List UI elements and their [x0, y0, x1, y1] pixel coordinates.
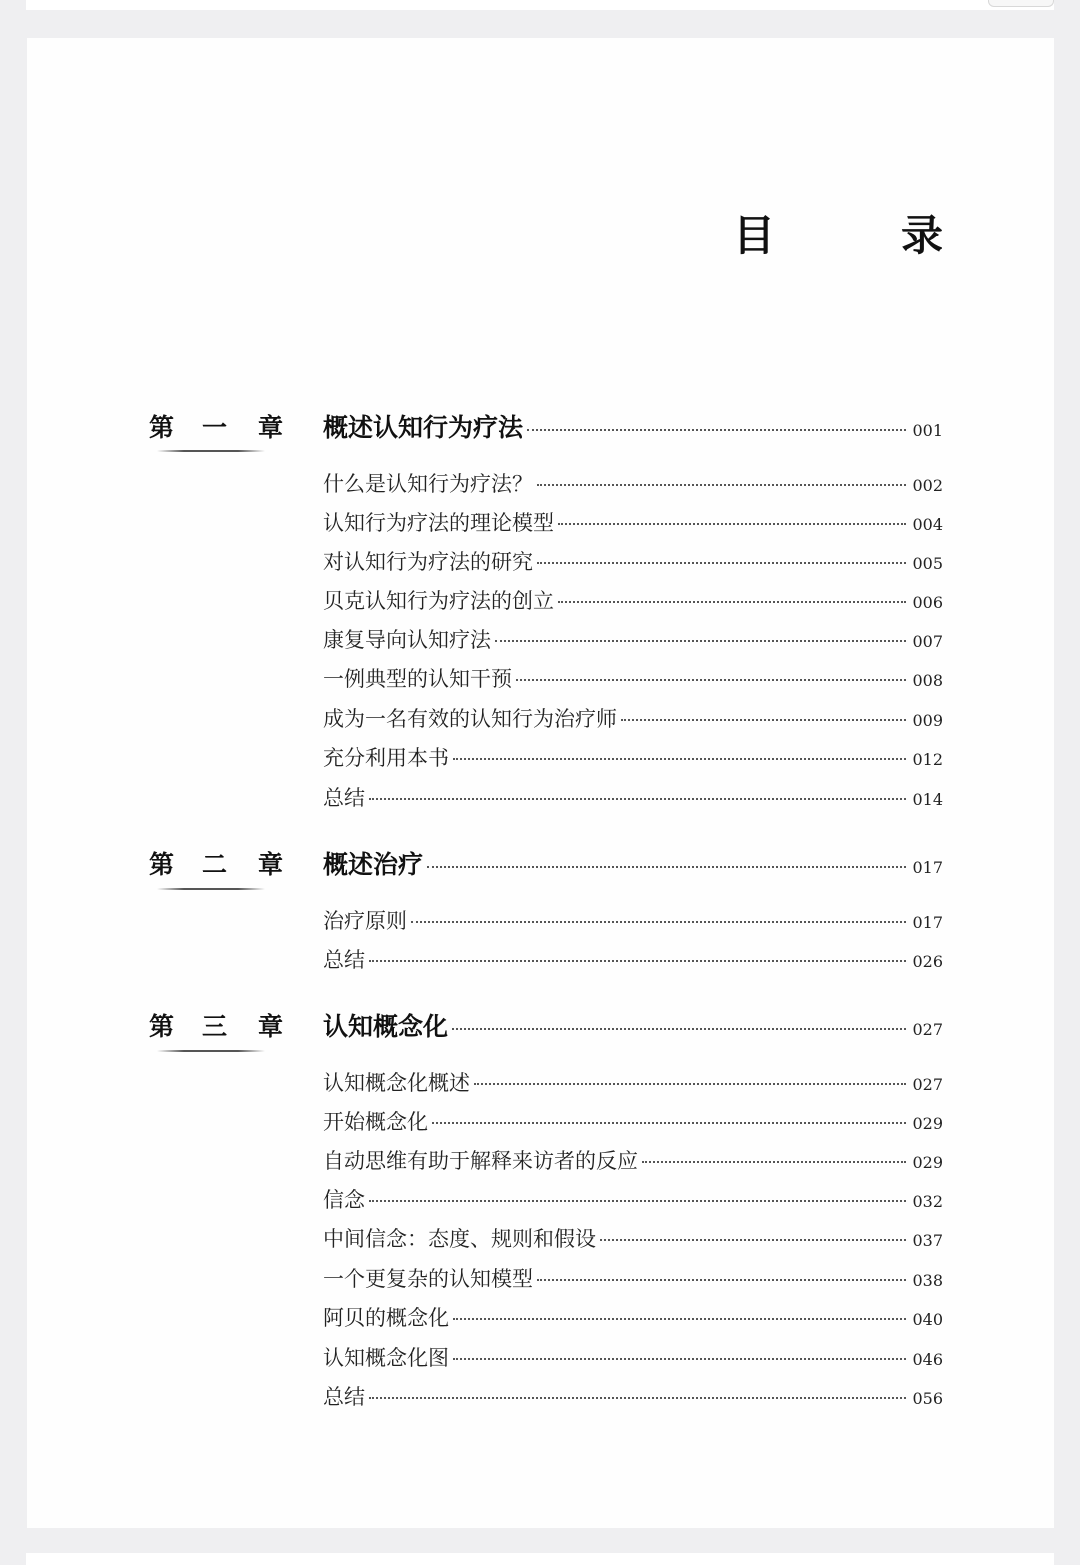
- entry-title: 总结: [323, 948, 365, 972]
- page-number: 029: [912, 1114, 943, 1133]
- toc-title-char-1: 目: [733, 211, 776, 260]
- toc-entry[interactable]: [323, 1106, 943, 1138]
- dot-leader: [369, 1397, 906, 1399]
- chapter-3-heading[interactable]: [323, 1011, 943, 1043]
- page-number: 026: [912, 952, 943, 971]
- entry-title: 中间信念：态度、规则和假设: [323, 1227, 596, 1251]
- dot-leader: [474, 1083, 906, 1085]
- chapter-label-char: 章: [257, 1012, 283, 1041]
- toc-entry[interactable]: [323, 1145, 943, 1177]
- chapter-label-char: 章: [257, 413, 283, 442]
- chapter-label-char: 三: [202, 1012, 228, 1041]
- toc-entry[interactable]: [323, 1381, 943, 1413]
- page-number: 008: [912, 671, 943, 690]
- toc-entry[interactable]: [323, 468, 943, 500]
- dot-leader: [537, 562, 906, 564]
- toc-entry[interactable]: [323, 1342, 943, 1374]
- toc-title: [733, 206, 943, 266]
- chapter-1-underline: [157, 450, 265, 452]
- entry-title: 治疗原则: [323, 909, 407, 933]
- entry-title: 自动思维有助于解释来访者的反应: [323, 1149, 638, 1173]
- toc-entry[interactable]: [323, 905, 943, 937]
- toc-entry[interactable]: [323, 782, 943, 814]
- toc-entry[interactable]: [323, 507, 943, 539]
- dot-leader: [495, 640, 906, 642]
- page-number: 027: [912, 1075, 943, 1094]
- page-number: 027: [912, 1020, 943, 1039]
- toc-entry[interactable]: [323, 1302, 943, 1334]
- chapter-label-char: 章: [257, 850, 283, 879]
- page-number: 002: [912, 476, 943, 495]
- entry-title: 一例典型的认知干预: [323, 667, 512, 691]
- chapter-2-underline: [157, 888, 265, 890]
- chapter-label-char: 二: [202, 850, 228, 879]
- entry-title: 开始概念化: [323, 1110, 428, 1134]
- dot-leader: [516, 679, 906, 681]
- page-number: 009: [912, 711, 943, 730]
- page-number: 001: [912, 421, 943, 440]
- page-number: 037: [912, 1231, 943, 1250]
- entry-title: 信念: [323, 1188, 365, 1212]
- toc-entry[interactable]: [323, 742, 943, 774]
- previous-page-edge: [26, 0, 1054, 10]
- toc-entry[interactable]: [323, 1223, 943, 1255]
- chapter-1-heading[interactable]: [323, 412, 943, 444]
- entry-title: 一个更复杂的认知模型: [323, 1267, 533, 1291]
- dot-leader: [642, 1161, 906, 1163]
- dot-leader: [537, 1279, 906, 1281]
- entry-title: 概述治疗: [323, 850, 424, 879]
- dot-leader: [411, 921, 906, 923]
- entry-title: 概述认知行为疗法: [323, 413, 524, 442]
- dot-leader: [369, 1200, 906, 1202]
- page-number: 012: [912, 750, 943, 769]
- page-number: 005: [912, 554, 943, 573]
- entry-title: 认知概念化图: [323, 1346, 449, 1370]
- entry-title: 成为一名有效的认知行为治疗师: [323, 707, 617, 731]
- chapter-label-char: 第: [149, 850, 175, 879]
- page-number: 017: [912, 913, 943, 932]
- dot-leader: [432, 1122, 906, 1124]
- page-number: 038: [912, 1271, 943, 1290]
- chapter-label-char: 第: [149, 413, 175, 442]
- chapter-3-label: [149, 1009, 283, 1045]
- dot-leader: [427, 866, 906, 868]
- dot-leader: [453, 758, 906, 760]
- toc-entry[interactable]: [323, 624, 943, 656]
- dot-leader: [621, 719, 906, 721]
- chapter-1-label: [149, 410, 283, 446]
- dot-leader: [453, 1358, 906, 1360]
- entry-title: 康复导向认知疗法: [323, 628, 491, 652]
- next-page-edge: [26, 1553, 1054, 1565]
- dot-leader: [369, 960, 906, 962]
- entry-title: 认知概念化: [323, 1012, 449, 1041]
- toc-title-char-2: 录: [900, 211, 943, 260]
- toc-entry[interactable]: [323, 703, 943, 735]
- dot-leader: [600, 1239, 906, 1241]
- toc-entry[interactable]: [323, 944, 943, 976]
- toc-entry[interactable]: [323, 1263, 943, 1295]
- page-number: 017: [912, 858, 943, 877]
- toc-entry[interactable]: [323, 585, 943, 617]
- entry-title: 阿贝的概念化: [323, 1306, 449, 1330]
- page-number: 046: [912, 1350, 943, 1369]
- page-number: 004: [912, 515, 943, 534]
- entry-title: 认知概念化概述: [323, 1071, 470, 1095]
- document-page: [27, 38, 1054, 1528]
- page-number: 006: [912, 593, 943, 612]
- toc-entry[interactable]: [323, 1067, 943, 1099]
- dot-leader: [527, 429, 906, 431]
- entry-title: 贝克认知行为疗法的创立: [323, 589, 554, 613]
- dot-leader: [537, 484, 906, 486]
- toc-entry[interactable]: [323, 546, 943, 578]
- dot-leader: [558, 523, 906, 525]
- entry-title: 认知行为疗法的理论模型: [323, 511, 554, 535]
- entry-title: 总结: [323, 1385, 365, 1409]
- entry-title: 充分利用本书: [323, 746, 449, 770]
- entry-title: 对认知行为疗法的研究: [323, 550, 533, 574]
- entry-title: 什么是认知行为疗法？: [323, 472, 533, 496]
- toc-entry[interactable]: [323, 1184, 943, 1216]
- dot-leader: [453, 1318, 906, 1320]
- page-tab-handle: [988, 0, 1054, 7]
- dot-leader: [558, 601, 906, 603]
- page-number: 056: [912, 1389, 943, 1408]
- entry-title: 总结: [323, 786, 365, 810]
- page-number: 032: [912, 1192, 943, 1211]
- chapter-label-char: 第: [149, 1012, 175, 1041]
- dot-leader: [369, 798, 906, 800]
- page-number: 014: [912, 790, 943, 809]
- page-number: 007: [912, 632, 943, 651]
- chapter-2-label: [149, 847, 283, 883]
- chapter-label-char: 一: [202, 413, 228, 442]
- chapter-3-underline: [157, 1050, 265, 1052]
- toc-entry[interactable]: [323, 663, 943, 695]
- page-number: 029: [912, 1153, 943, 1172]
- dot-leader: [452, 1028, 906, 1030]
- page-number: 040: [912, 1310, 943, 1329]
- chapter-2-heading[interactable]: [323, 849, 943, 881]
